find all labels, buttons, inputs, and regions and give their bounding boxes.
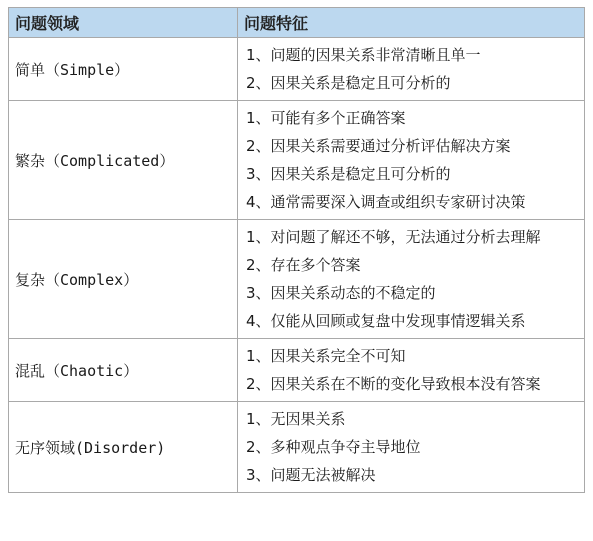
- table-row-chaotic: [9, 339, 585, 402]
- problem-domain-table: [8, 7, 585, 493]
- features-cell: [238, 101, 585, 220]
- table-row-disorder: [9, 402, 585, 493]
- table-header-row: [9, 8, 585, 38]
- features-cell: [238, 220, 585, 339]
- table-row-complicated: [9, 101, 585, 220]
- feature-item: 1、对问题了解还不够，无法通过分析去理解: [246, 228, 541, 246]
- features-cell: [238, 402, 585, 493]
- feature-item: 2、多种观点争夺主导地位: [246, 438, 421, 456]
- feature-item: 1、因果关系完全不可知: [246, 347, 406, 365]
- feature-item: 1、可能有多个正确答案: [246, 109, 406, 127]
- feature-item: 2、因果关系在不断的变化导致根本没有答案: [246, 375, 541, 393]
- header-features: 问题特征: [238, 8, 585, 38]
- table-row-simple: [9, 38, 585, 101]
- features-cell: [238, 339, 585, 402]
- table-row-complex: [9, 220, 585, 339]
- domain-cell: 复杂（Complex）: [9, 220, 238, 339]
- feature-item: 4、仅能从回顾或复盘中发现事情逻辑关系: [246, 312, 526, 330]
- feature-item: 2、存在多个答案: [246, 256, 361, 274]
- feature-item: 2、因果关系是稳定且可分析的: [246, 74, 451, 92]
- feature-item: 1、无因果关系: [246, 410, 346, 428]
- feature-item: 4、通常需要深入调查或组织专家研讨决策: [246, 193, 526, 211]
- header-domain: 问题领域: [9, 8, 238, 38]
- feature-item: 3、因果关系是稳定且可分析的: [246, 165, 451, 183]
- feature-item: 3、问题无法被解决: [246, 466, 376, 484]
- domain-cell: 混乱（Chaotic）: [9, 339, 238, 402]
- features-cell: [238, 38, 585, 101]
- feature-item: 3、因果关系动态的不稳定的: [246, 284, 436, 302]
- domain-cell: 繁杂（Complicated）: [9, 101, 238, 220]
- domain-cell: 简单（Simple）: [9, 38, 238, 101]
- domain-cell: 无序领域(Disorder): [9, 402, 238, 493]
- feature-item: 1、问题的因果关系非常清晰且单一: [246, 46, 481, 64]
- feature-item: 2、因果关系需要通过分析评估解决方案: [246, 137, 511, 155]
